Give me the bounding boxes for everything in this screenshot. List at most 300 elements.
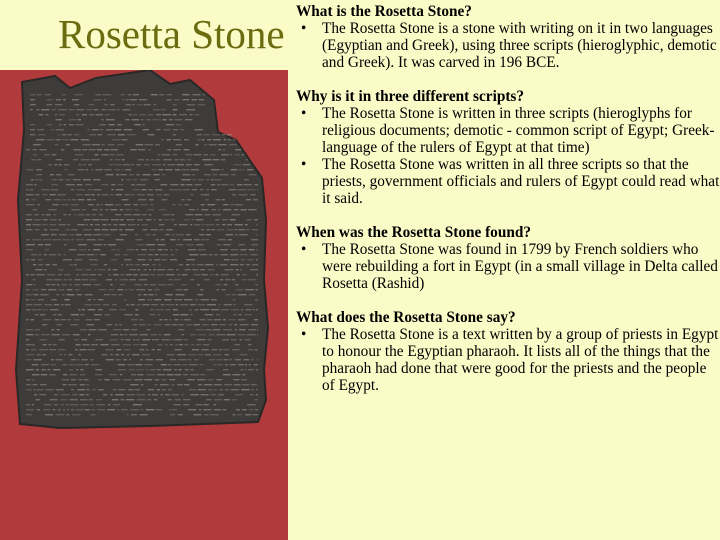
inscription-mark bbox=[148, 254, 153, 255]
inscription-mark bbox=[26, 369, 34, 370]
inscription-mark bbox=[256, 249, 258, 250]
inscription-mark bbox=[161, 304, 165, 305]
inscription-mark bbox=[84, 234, 92, 235]
inscription-mark bbox=[115, 324, 118, 325]
inscription-mark bbox=[76, 409, 84, 410]
inscription-mark bbox=[120, 284, 125, 285]
inscription-mark bbox=[72, 199, 76, 200]
inscription-mark bbox=[231, 389, 240, 390]
inscription-mark bbox=[178, 324, 183, 325]
inscription-mark bbox=[132, 104, 135, 105]
inscription-mark bbox=[79, 354, 81, 355]
inscription-mark bbox=[159, 229, 164, 230]
inscription-mark bbox=[30, 299, 35, 300]
inscription-mark bbox=[133, 94, 139, 95]
inscription-mark bbox=[98, 299, 104, 300]
inscription-mark bbox=[211, 209, 216, 210]
inscription-mark bbox=[111, 249, 115, 250]
inscription-mark bbox=[62, 364, 66, 365]
inscription-mark bbox=[46, 214, 51, 215]
inscription-mark bbox=[182, 179, 191, 180]
inscription-mark bbox=[186, 324, 193, 325]
inscription-mark bbox=[221, 169, 224, 170]
inscription-mark bbox=[235, 359, 241, 360]
inscription-mark bbox=[157, 154, 160, 155]
inscription-mark bbox=[88, 299, 92, 300]
inscription-mark bbox=[189, 389, 197, 390]
inscription-mark bbox=[194, 359, 199, 360]
inscription-mark bbox=[171, 254, 175, 255]
inscription-mark bbox=[255, 289, 258, 290]
inscription-mark bbox=[237, 274, 240, 275]
inscription-mark bbox=[63, 99, 66, 100]
inscription-mark bbox=[235, 149, 241, 150]
inscription-mark bbox=[26, 204, 35, 205]
inscription-mark bbox=[26, 169, 34, 170]
inscription-mark bbox=[39, 179, 42, 180]
inscription-mark bbox=[128, 389, 134, 390]
inscription-mark bbox=[133, 404, 142, 405]
inscription-mark bbox=[73, 334, 80, 335]
inscription-mark bbox=[54, 394, 58, 395]
inscription-mark bbox=[95, 94, 101, 95]
inscription-mark bbox=[33, 384, 38, 385]
inscription-mark bbox=[175, 339, 183, 340]
inscription-mark bbox=[177, 164, 184, 165]
inscription-mark bbox=[187, 199, 191, 200]
rosetta-stone-image bbox=[0, 70, 288, 540]
bullet-item bbox=[296, 20, 720, 71]
bullet-item bbox=[296, 326, 720, 394]
inscription-mark bbox=[146, 119, 150, 120]
inscription-mark bbox=[135, 314, 139, 315]
inscription-mark bbox=[141, 384, 144, 385]
inscription-mark bbox=[95, 114, 103, 115]
inscription-mark bbox=[129, 289, 134, 290]
inscription-mark bbox=[74, 284, 81, 285]
inscription-mark bbox=[191, 314, 193, 315]
inscription-mark bbox=[248, 209, 256, 210]
inscription-mark bbox=[239, 194, 248, 195]
inscription-mark bbox=[73, 179, 81, 180]
inscription-mark bbox=[144, 364, 152, 365]
inscription-mark bbox=[137, 304, 141, 305]
inscription-mark bbox=[238, 294, 247, 295]
inscription-mark bbox=[187, 379, 195, 380]
inscription-mark bbox=[223, 209, 231, 210]
inscription-mark bbox=[85, 409, 90, 410]
inscription-mark bbox=[166, 124, 174, 125]
inscription-mark bbox=[57, 324, 62, 325]
inscription-mark bbox=[209, 144, 217, 145]
inscription-mark bbox=[88, 309, 96, 310]
inscription-mark bbox=[31, 199, 35, 200]
inscription-mark bbox=[83, 344, 90, 345]
inscription-mark bbox=[81, 139, 90, 140]
inscription-mark bbox=[71, 359, 76, 360]
inscription-mark bbox=[71, 189, 74, 190]
inscription-mark bbox=[39, 254, 41, 255]
inscription-mark bbox=[211, 179, 213, 180]
inscription-mark bbox=[169, 189, 178, 190]
inscription-mark bbox=[76, 189, 85, 190]
inscription-mark bbox=[101, 204, 103, 205]
inscription-mark bbox=[182, 364, 188, 365]
inscription-mark bbox=[50, 229, 59, 230]
inscription-mark bbox=[142, 304, 149, 305]
inscription-mark bbox=[129, 279, 136, 280]
inscription-mark bbox=[38, 259, 44, 260]
inscription-mark bbox=[174, 399, 181, 400]
inscription-mark bbox=[204, 414, 209, 415]
inscription-mark bbox=[30, 189, 33, 190]
inscription-mark bbox=[94, 244, 103, 245]
inscription-mark bbox=[167, 94, 172, 95]
inscription-mark bbox=[35, 334, 39, 335]
inscription-mark bbox=[46, 389, 54, 390]
inscription-mark bbox=[78, 119, 81, 120]
inscription-mark bbox=[117, 289, 123, 290]
inscription-mark bbox=[173, 404, 181, 405]
inscription-mark bbox=[250, 269, 258, 270]
inscription-mark bbox=[104, 244, 107, 245]
inscription-mark bbox=[45, 244, 51, 245]
inscription-mark bbox=[216, 284, 221, 285]
inscription-mark bbox=[206, 189, 209, 190]
inscription-mark bbox=[55, 319, 60, 320]
inscription-mark bbox=[181, 129, 184, 130]
inscription-mark bbox=[155, 144, 160, 145]
inscription-mark bbox=[139, 114, 146, 115]
inscription-mark bbox=[106, 129, 113, 130]
inscription-mark bbox=[117, 409, 120, 410]
inscription-mark bbox=[197, 139, 201, 140]
inscription-mark bbox=[165, 309, 170, 310]
inscription-mark bbox=[162, 379, 167, 380]
inscription-mark bbox=[64, 169, 67, 170]
inscription-mark bbox=[183, 174, 191, 175]
inscription-mark bbox=[150, 309, 154, 310]
inscription-mark bbox=[255, 284, 258, 285]
inscription-mark bbox=[199, 99, 205, 100]
inscription-mark bbox=[26, 354, 35, 355]
inscription-mark bbox=[176, 124, 182, 125]
inscription-mark bbox=[233, 379, 239, 380]
inscription-mark bbox=[34, 389, 36, 390]
inscription-mark bbox=[179, 369, 182, 370]
inscription-mark bbox=[26, 319, 29, 320]
inscription-mark bbox=[215, 219, 219, 220]
inscription-mark bbox=[216, 224, 220, 225]
inscription-mark bbox=[206, 399, 212, 400]
inscription-mark bbox=[151, 94, 158, 95]
inscription-mark bbox=[207, 139, 212, 140]
inscription-mark bbox=[59, 354, 62, 355]
inscription-mark bbox=[64, 274, 70, 275]
inscription-mark bbox=[64, 214, 67, 215]
inscription-mark bbox=[136, 394, 145, 395]
inscription-mark bbox=[191, 264, 195, 265]
inscription-mark bbox=[35, 269, 42, 270]
inscription-mark bbox=[241, 259, 245, 260]
inscription-mark bbox=[164, 249, 168, 250]
inscription-mark bbox=[42, 214, 45, 215]
inscription-mark bbox=[136, 339, 139, 340]
inscription-mark bbox=[59, 164, 62, 165]
inscription-mark bbox=[205, 199, 209, 200]
bullet-item bbox=[296, 241, 720, 292]
inscription-mark bbox=[198, 294, 204, 295]
slide-title: Rosetta Stone bbox=[58, 11, 285, 57]
inscription-mark bbox=[146, 374, 155, 375]
inscription-mark bbox=[190, 394, 199, 395]
inscription-mark bbox=[135, 364, 142, 365]
inscription-mark bbox=[105, 349, 113, 350]
inscription-mark bbox=[142, 339, 150, 340]
inscription-mark bbox=[142, 264, 149, 265]
inscription-mark bbox=[33, 279, 36, 280]
inscription-mark bbox=[137, 374, 143, 375]
inscription-mark bbox=[229, 144, 237, 145]
inscription-mark bbox=[85, 294, 93, 295]
inscription-mark bbox=[59, 179, 63, 180]
inscription-mark bbox=[26, 259, 30, 260]
inscription-mark bbox=[30, 109, 33, 110]
inscription-mark bbox=[176, 234, 185, 235]
inscription-mark bbox=[90, 224, 93, 225]
inscription-mark bbox=[214, 319, 222, 320]
inscription-mark bbox=[26, 329, 33, 330]
inscription-mark bbox=[211, 154, 216, 155]
inscription-mark bbox=[129, 269, 136, 270]
inscription-mark bbox=[37, 354, 41, 355]
inscription-mark bbox=[80, 374, 85, 375]
inscription-mark bbox=[189, 254, 198, 255]
inscription-mark bbox=[115, 164, 122, 165]
inscription-mark bbox=[161, 339, 170, 340]
inscription-mark bbox=[206, 179, 209, 180]
inscription-mark bbox=[163, 164, 166, 165]
inscription-mark bbox=[154, 259, 160, 260]
inscription-mark bbox=[76, 194, 83, 195]
inscription-mark bbox=[117, 249, 119, 250]
inscription-mark bbox=[172, 114, 176, 115]
inscription-mark bbox=[247, 189, 255, 190]
inscription-mark bbox=[67, 294, 75, 295]
inscription-mark bbox=[173, 204, 176, 205]
inscription-mark bbox=[34, 359, 42, 360]
inscription-mark bbox=[35, 329, 40, 330]
section-heading: What does the Rosetta Stone say? bbox=[296, 309, 516, 326]
inscription-mark bbox=[216, 199, 221, 200]
inscription-mark bbox=[235, 394, 243, 395]
inscription-mark bbox=[205, 224, 213, 225]
inscription-mark bbox=[109, 374, 117, 375]
inscription-mark bbox=[80, 314, 85, 315]
inscription-mark bbox=[63, 259, 72, 260]
inscription-mark bbox=[35, 314, 39, 315]
inscription-mark bbox=[154, 179, 160, 180]
inscription-mark bbox=[123, 164, 130, 165]
inscription-mark bbox=[140, 274, 149, 275]
inscription-mark bbox=[142, 124, 144, 125]
inscription-mark bbox=[215, 274, 218, 275]
inscription-mark bbox=[89, 399, 93, 400]
inscription-mark bbox=[37, 204, 40, 205]
inscription-mark bbox=[221, 159, 226, 160]
inscription-mark bbox=[158, 284, 165, 285]
inscription-mark bbox=[172, 324, 177, 325]
inscription-mark bbox=[144, 379, 152, 380]
inscription-mark bbox=[101, 109, 106, 110]
inscription-mark bbox=[62, 334, 70, 335]
inscription-mark bbox=[101, 194, 108, 195]
inscription-mark bbox=[197, 379, 206, 380]
inscription-mark bbox=[152, 164, 161, 165]
inscription-mark bbox=[247, 404, 256, 405]
inscription-mark bbox=[173, 139, 181, 140]
inscription-mark bbox=[149, 269, 151, 270]
inscription-mark bbox=[86, 269, 92, 270]
inscription-mark bbox=[173, 149, 180, 150]
inscription-mark bbox=[119, 324, 122, 325]
inscription-mark bbox=[93, 199, 96, 200]
inscription-mark bbox=[124, 194, 130, 195]
inscription-mark bbox=[77, 224, 84, 225]
inscription-mark bbox=[224, 139, 227, 140]
inscription-mark bbox=[58, 314, 62, 315]
inscription-mark bbox=[162, 154, 171, 155]
inscription-mark bbox=[242, 279, 246, 280]
inscription-mark bbox=[58, 349, 66, 350]
inscription-mark bbox=[160, 254, 168, 255]
inscription-mark bbox=[94, 99, 102, 100]
inscription-mark bbox=[138, 299, 145, 300]
inscription-mark bbox=[116, 174, 119, 175]
inscription-mark bbox=[186, 109, 195, 110]
inscription-mark bbox=[61, 304, 64, 305]
inscription-mark bbox=[70, 404, 79, 405]
inscription-mark bbox=[72, 99, 79, 100]
inscription-mark bbox=[179, 224, 188, 225]
inscription-mark bbox=[67, 289, 73, 290]
inscription-mark bbox=[244, 359, 250, 360]
inscription-mark bbox=[239, 244, 245, 245]
inscription-mark bbox=[115, 394, 124, 395]
inscription-mark bbox=[195, 299, 199, 300]
inscription-mark bbox=[96, 204, 99, 205]
inscription-mark bbox=[176, 294, 185, 295]
inscription-mark bbox=[43, 219, 47, 220]
inscription-mark bbox=[111, 189, 114, 190]
inscription-mark bbox=[196, 344, 201, 345]
inscription-mark bbox=[52, 334, 60, 335]
inscription-mark bbox=[214, 254, 219, 255]
inscription-mark bbox=[106, 359, 114, 360]
inscription-mark bbox=[168, 364, 172, 365]
inscription-mark bbox=[34, 304, 42, 305]
inscription-mark bbox=[69, 264, 73, 265]
inscription-mark bbox=[240, 324, 249, 325]
inscription-mark bbox=[184, 319, 191, 320]
inscription-mark bbox=[177, 354, 186, 355]
inscription-mark bbox=[154, 299, 161, 300]
inscription-mark bbox=[139, 99, 148, 100]
inscription-mark bbox=[195, 309, 199, 310]
inscription-mark bbox=[257, 359, 258, 360]
inscription-mark bbox=[248, 349, 254, 350]
inscription-mark bbox=[198, 384, 202, 385]
inscription-mark bbox=[69, 374, 77, 375]
inscription-mark bbox=[76, 369, 78, 370]
inscription-mark bbox=[32, 289, 38, 290]
inscription-mark bbox=[26, 334, 34, 335]
inscription-mark bbox=[231, 174, 236, 175]
inscription-mark bbox=[93, 179, 100, 180]
inscription-mark bbox=[151, 304, 158, 305]
inscription-mark bbox=[49, 374, 55, 375]
inscription-mark bbox=[77, 294, 82, 295]
inscription-mark bbox=[233, 314, 237, 315]
inscription-mark bbox=[113, 274, 119, 275]
inscription-mark bbox=[170, 359, 176, 360]
inscription-mark bbox=[50, 364, 55, 365]
inscription-mark bbox=[225, 389, 229, 390]
inscription-mark bbox=[112, 139, 121, 140]
bullet-dot: • bbox=[301, 20, 307, 37]
inscription-mark bbox=[98, 409, 106, 410]
inscription-mark bbox=[156, 114, 161, 115]
inscription-mark bbox=[31, 259, 35, 260]
inscription-mark bbox=[161, 109, 166, 110]
inscription-mark bbox=[84, 219, 91, 220]
inscription-mark bbox=[86, 394, 89, 395]
inscription-mark bbox=[110, 154, 115, 155]
inscription-mark bbox=[212, 349, 218, 350]
inscription-mark bbox=[62, 139, 69, 140]
inscription-mark bbox=[144, 294, 147, 295]
inscription-mark bbox=[99, 329, 107, 330]
inscription-mark bbox=[125, 169, 131, 170]
inscription-mark bbox=[147, 399, 151, 400]
inscription-mark bbox=[180, 319, 183, 320]
inscription-mark bbox=[71, 379, 76, 380]
inscription-mark bbox=[46, 199, 52, 200]
inscription-mark bbox=[49, 349, 56, 350]
inscription-mark bbox=[126, 264, 128, 265]
inscription-mark bbox=[93, 189, 101, 190]
inscription-mark bbox=[115, 169, 120, 170]
inscription-mark bbox=[62, 199, 67, 200]
inscription-mark bbox=[153, 219, 156, 220]
inscription-mark bbox=[92, 209, 97, 210]
inscription-mark bbox=[83, 179, 91, 180]
inscription-mark bbox=[218, 144, 227, 145]
inscription-mark bbox=[194, 239, 199, 240]
inscription-mark bbox=[171, 394, 178, 395]
inscription-mark bbox=[37, 389, 44, 390]
inscription-mark bbox=[249, 249, 255, 250]
inscription-mark bbox=[163, 159, 172, 160]
inscription-mark bbox=[251, 254, 258, 255]
inscription-mark bbox=[95, 339, 103, 340]
inscription-mark bbox=[71, 409, 74, 410]
inscription-mark bbox=[115, 214, 121, 215]
inscription-mark bbox=[238, 229, 245, 230]
inscription-mark bbox=[88, 249, 90, 250]
inscription-mark bbox=[38, 134, 45, 135]
inscription-mark bbox=[229, 359, 232, 360]
